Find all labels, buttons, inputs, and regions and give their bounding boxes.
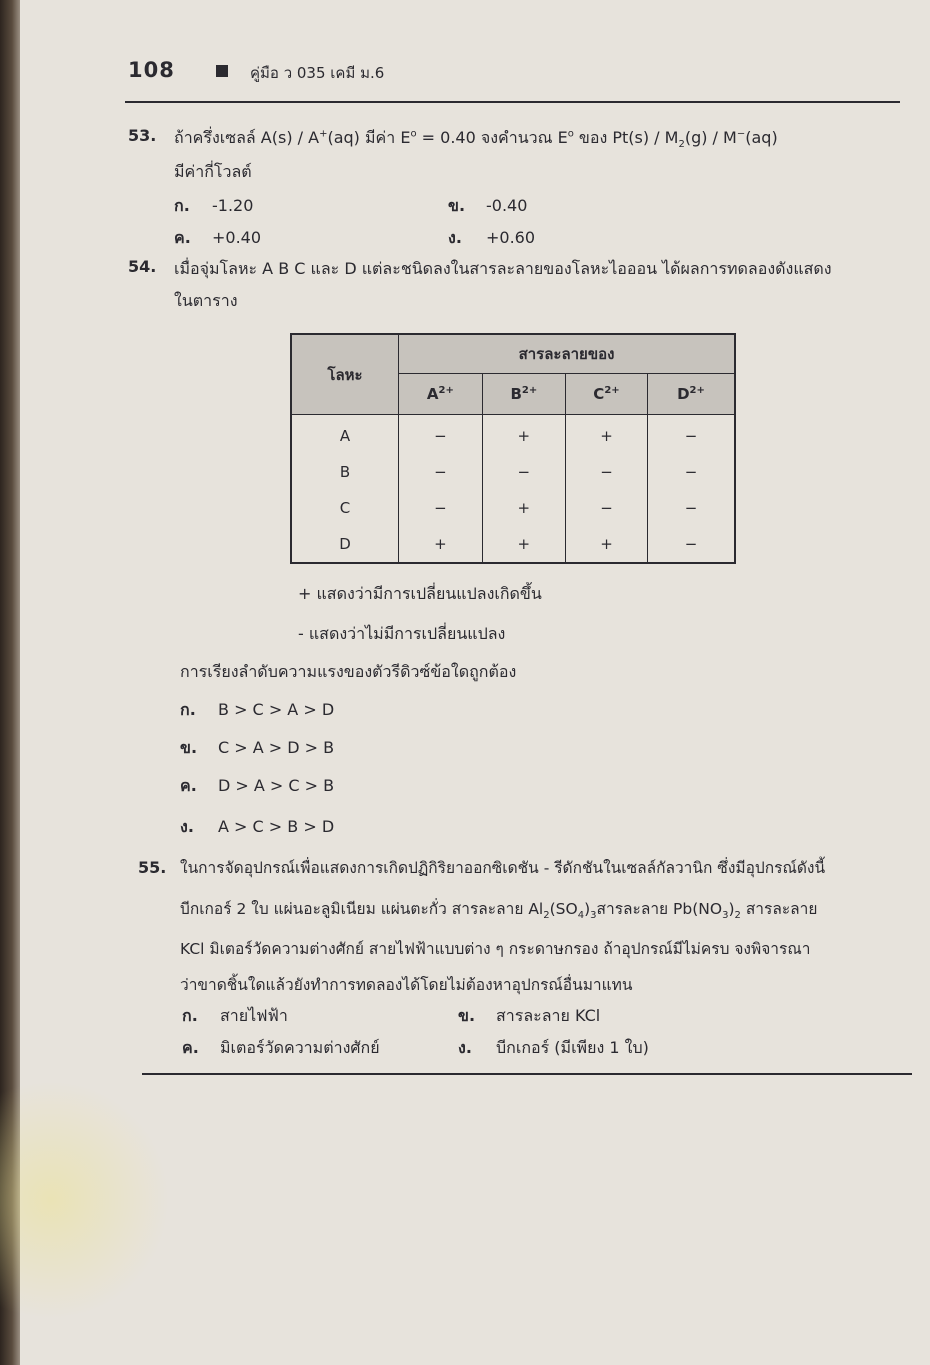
question-55-line-1: ในการจัดอุปกรณ์เพื่อแสดงการเกิดปฏิกิริยาออกซิเดชัน - รีดักชันในเซลล์กัลวานิก ซึ่งมีอุปกรณ์ดังนี้ xyxy=(180,859,826,877)
table-row xyxy=(291,415,735,455)
q53-option-d[interactable]: ง. +0.60 xyxy=(448,228,536,247)
result-cell: + xyxy=(565,415,647,455)
result-cell: − xyxy=(648,454,736,490)
q53-option-a[interactable]: ก. -1.20 xyxy=(174,196,254,215)
question-54-line-2: ในตาราง xyxy=(174,291,238,310)
question-53-line-2: มีค่ากี่โวลต์ xyxy=(174,162,252,181)
q54-option-b[interactable]: ข. C > A > D > B xyxy=(180,738,335,757)
result-cell: − xyxy=(565,454,647,490)
page-header xyxy=(128,58,908,88)
result-cell: + xyxy=(482,415,565,455)
running-title: คู่มือ ว 035 เคมี ม.6 xyxy=(250,64,385,82)
question-54-line-1: เมื่อจุ่มโลหะ A B C และ D แต่ละชนิดลงในสารละลายของโลหะไอออน ได้ผลการทดลองดังแสดง xyxy=(174,259,832,278)
result-cell: + xyxy=(399,526,483,563)
metal-column-header: โลหะ xyxy=(291,334,399,415)
table-row xyxy=(291,454,735,490)
experiment-results-table xyxy=(290,333,736,564)
paper-stain xyxy=(0,1080,170,1320)
question-55-line-4: ว่าขาดชิ้นใดแล้วยังทำการทดลองได้โดยไม่ต้องหาอุปกรณ์อื่นมาแทน xyxy=(180,976,633,994)
result-cell: − xyxy=(399,490,483,526)
legend-plus: + แสดงว่ามีการเปลี่ยนแปลงเกิดขึ้น xyxy=(298,584,542,603)
ion-header-d: $D^{2+}$ xyxy=(648,374,736,415)
footer-rule xyxy=(142,1073,912,1075)
result-cell: − xyxy=(399,415,483,455)
metal-cell: B xyxy=(291,454,399,490)
ion-header-a: $A^{2+}$ xyxy=(399,374,483,415)
result-cell: − xyxy=(482,454,565,490)
ion-header-c: $C^{2+}$ xyxy=(565,374,647,415)
question-53-line-1: ถ้าครึ่งเซลล์ A(s) / A+(aq) มีค่า $E^o = 0.40$ จงคำนวณ $E^o$ ของ $Pt(s) / M_2(g) / M^-(aq)$ xyxy=(174,128,778,151)
q55-option-d[interactable]: ง. บีกเกอร์ (มีเพียง 1 ใบ) xyxy=(458,1038,649,1057)
q55-option-a[interactable]: ก. สายไฟฟ้า xyxy=(182,1006,288,1025)
q54-option-c[interactable]: ค. D > A > C > B xyxy=(180,776,335,795)
result-cell: − xyxy=(648,526,736,563)
result-cell: + xyxy=(565,526,647,563)
solution-column-header: สารละลายของ xyxy=(399,334,736,374)
q53-option-c[interactable]: ค. +0.40 xyxy=(174,228,262,247)
square-bullet-icon xyxy=(216,65,228,77)
question-53-number: 53. xyxy=(128,126,157,145)
question-55-line-3: KCl มิเตอร์วัดความต่างศักย์ สายไฟฟ้าแบบต่าง ๆ กระดาษกรอง ถ้าอุปกรณ์มีไม่ครบ จงพิจารณา xyxy=(180,940,811,958)
table-row xyxy=(291,526,735,563)
question-54-number: 54. xyxy=(128,257,157,276)
result-cell: − xyxy=(648,490,736,526)
q55-option-c[interactable]: ค. มิเตอร์วัดความต่างศักย์ xyxy=(182,1038,380,1057)
legend-minus: - แสดงว่าไม่มีการเปลี่ยนแปลง xyxy=(298,624,506,643)
question-55-number: 55. xyxy=(138,858,167,877)
metal-cell: A xyxy=(291,415,399,455)
question-54-prompt: การเรียงลำดับความแรงของตัวรีดิวซ์ข้อใดถูกต้อง xyxy=(180,662,517,681)
q53-option-b[interactable]: ข. -0.40 xyxy=(448,196,528,215)
ion-header-b: $B^{2+}$ xyxy=(482,374,565,415)
result-cell: + xyxy=(482,490,565,526)
metal-cell: D xyxy=(291,526,399,563)
q55-option-b[interactable]: ข. สารละลาย KCl xyxy=(458,1006,601,1025)
table-row xyxy=(291,490,735,526)
question-55-line-2: บีกเกอร์ 2 ใบ แผ่นอะลูมิเนียม แผ่นตะกั่ว สารละลาย $Al_2(SO_4)_3$สารละลาย $Pb(NO_3)_2$ สารละลาย xyxy=(180,900,818,922)
q54-option-d[interactable]: ง. A > C > B > D xyxy=(180,817,335,836)
result-cell: − xyxy=(648,415,736,455)
header-rule xyxy=(125,101,900,103)
page-number: 108 xyxy=(128,58,175,82)
result-cell: + xyxy=(482,526,565,563)
result-cell: − xyxy=(399,454,483,490)
q54-option-a[interactable]: ก. B > C > A > D xyxy=(180,700,335,719)
metal-cell: C xyxy=(291,490,399,526)
result-cell: − xyxy=(565,490,647,526)
